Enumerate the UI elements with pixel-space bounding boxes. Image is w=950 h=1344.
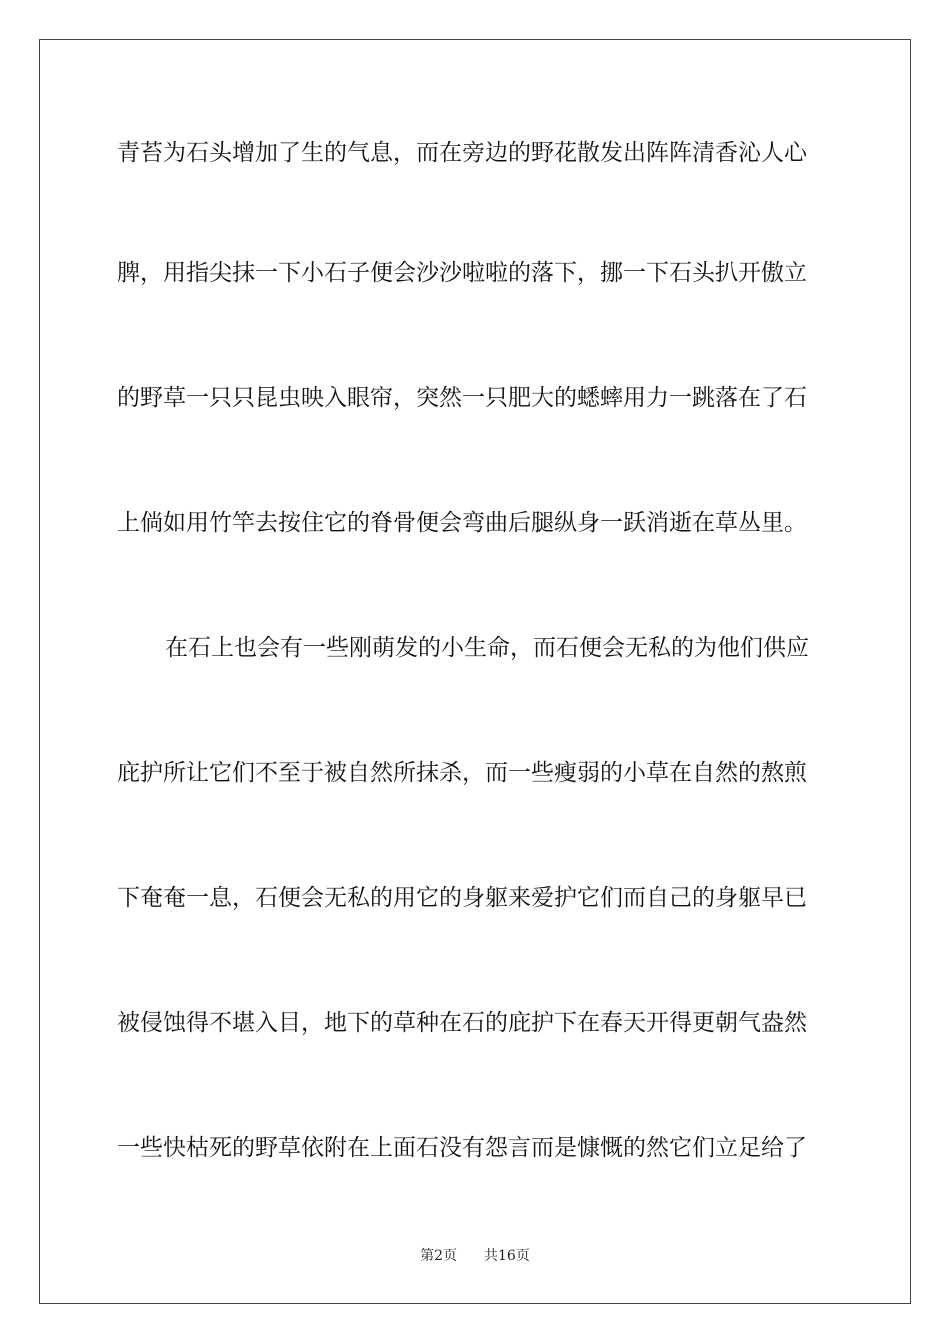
page-border [39, 39, 911, 1304]
text-line-3: 的野草一只只昆虫映入眼帘，突然一只肥大的蟋蟀用力一跳落在了石 [117, 385, 807, 411]
text-line-1: 青苔为石头增加了生的气息，而在旁边的野花散发出阵阵清香沁人心 [117, 140, 807, 166]
page-footer [0, 1247, 950, 1265]
text-line-2: 脾，用指尖抹一下小石子便会沙沙啦啦的落下，挪一下石头扒开傲立 [117, 260, 807, 286]
text-line-6: 庇护所让它们不至于被自然所抹杀，而一些瘦弱的小草在自然的熬煎 [117, 760, 807, 786]
text-line-7: 下奄奄一息，石便会无私的用它的身躯来爱护它们而自己的身躯早已 [117, 885, 807, 911]
page-total: 共16页 [484, 1248, 530, 1264]
text-line-5-paragraph-start: 在石上也会有一些刚萌发的小生命，而石便会无私的为他们供应 [165, 635, 809, 661]
text-line-9: 一些快枯死的野草依附在上面石没有怨言而是慷慨的然它们立足给了 [117, 1135, 807, 1161]
text-line-4: 上倘如用竹竿去按住它的脊骨便会弯曲后腿纵身一跃消逝在草丛里。 [117, 510, 807, 536]
page-number: 第2页 [420, 1248, 458, 1264]
text-line-8: 被侵蚀得不堪入目，地下的草种在石的庇护下在春天开得更朝气盎然 [117, 1010, 807, 1036]
